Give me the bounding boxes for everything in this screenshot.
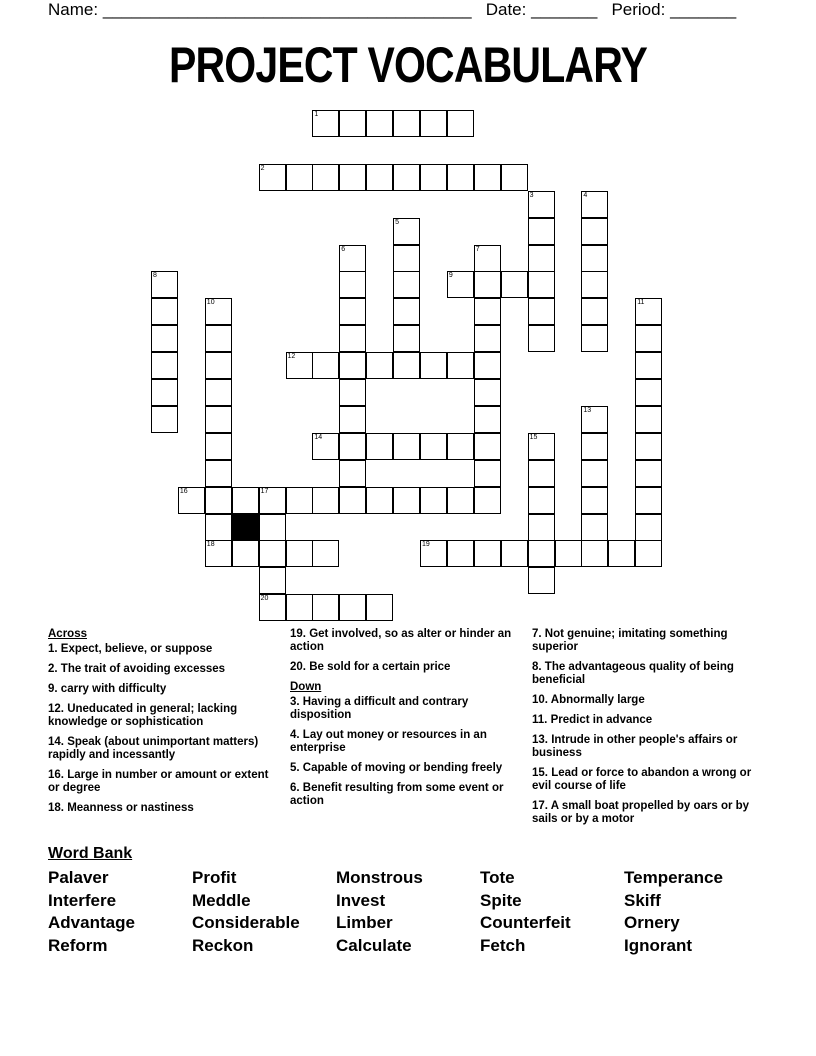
across-clue-list-continued (290, 628, 518, 674)
crossword-cell[interactable] (151, 352, 178, 379)
clue-item (48, 736, 276, 762)
crossword-cell[interactable] (635, 460, 662, 487)
crossword-cell[interactable] (635, 433, 662, 460)
clue-item-number: 11. (532, 714, 551, 726)
word-bank-word: Skiff (624, 890, 661, 910)
crossword-cell[interactable] (420, 487, 447, 514)
clue-item (48, 663, 276, 676)
word-bank-word: Monstrous (336, 868, 423, 887)
clue-item-number: 20. (290, 661, 310, 673)
word-bank-word: Calculate (336, 936, 412, 956)
word-bank-title: Word Bank (48, 845, 133, 862)
crossword-cell[interactable] (474, 352, 501, 379)
period-blank[interactable]: _______ (670, 0, 737, 19)
clue-number: 17 (260, 487, 269, 495)
crossword-cell[interactable] (528, 325, 555, 352)
clue-number: 11 (637, 299, 645, 307)
word-bank-word: Reform (48, 936, 108, 956)
clue-item-text: Benefit resulting from some event or action (290, 782, 504, 807)
crossword-cell[interactable] (339, 164, 366, 191)
crossword-cell[interactable] (528, 218, 555, 245)
clue-item-text: carry with difficulty (60, 683, 167, 695)
crossword-cell[interactable] (312, 433, 339, 460)
clues-column-3 (532, 628, 760, 833)
word-bank-word: Limber (336, 913, 393, 933)
crossword-cell[interactable] (635, 298, 662, 325)
word-bank-word: Counterfeit (480, 913, 571, 933)
crossword-cell[interactable] (528, 245, 555, 272)
clue-item-number: 5. (290, 762, 303, 774)
clue-item-number: 10. (532, 694, 551, 706)
crossword-cell[interactable] (205, 298, 232, 325)
crossword-cell[interactable] (205, 325, 232, 352)
clue-item (532, 734, 760, 760)
crossword-cell[interactable] (151, 271, 178, 298)
crossword-cell[interactable] (339, 379, 366, 406)
crossword-cell[interactable] (420, 110, 447, 137)
crossword-cell[interactable] (232, 487, 259, 514)
crossword-cell[interactable] (635, 540, 662, 567)
clue-item (290, 762, 518, 775)
crossword-cell[interactable] (474, 406, 501, 433)
crossword-cell[interactable] (635, 487, 662, 514)
crossword-cell[interactable] (581, 325, 608, 352)
crossword-cell[interactable] (339, 460, 366, 487)
crossword-cell[interactable] (501, 164, 528, 191)
clue-item-text: Capable of moving or bending freely (302, 762, 503, 774)
crossword-cell[interactable] (286, 594, 313, 621)
down-clue-list (290, 696, 518, 808)
crossword-cell[interactable] (151, 406, 178, 433)
clue-item-number: 18. (48, 802, 68, 814)
crossword-cell[interactable] (205, 406, 232, 433)
crossword-cell[interactable] (286, 164, 313, 191)
crossword-cell[interactable] (635, 379, 662, 406)
crossword-cell[interactable] (447, 487, 474, 514)
crossword-cell[interactable] (447, 110, 474, 137)
crossword-cell[interactable] (205, 540, 232, 567)
crossword-cell[interactable] (259, 567, 286, 594)
crossword-cell[interactable] (259, 164, 286, 191)
word-bank-column (336, 867, 423, 958)
crossword-cell[interactable] (501, 271, 528, 298)
crossword-cell[interactable] (339, 298, 366, 325)
word-bank-word: Ornery (624, 913, 680, 933)
clue-number: 12 (287, 353, 296, 361)
crossword-cell[interactable] (393, 110, 420, 137)
crossword-cell[interactable] (339, 594, 366, 621)
crossword-cell[interactable] (205, 379, 232, 406)
date-label: Date: (485, 0, 527, 19)
crossword-cell[interactable] (339, 433, 366, 460)
clue-item (48, 802, 276, 815)
crossword-cell[interactable] (259, 487, 286, 514)
word-bank-column (480, 867, 571, 958)
word-bank-word: Advantage (48, 913, 135, 933)
crossword-cell[interactable] (259, 594, 286, 621)
crossword-cell[interactable] (393, 298, 420, 325)
clue-number: 19 (422, 541, 430, 549)
crossword-cell[interactable] (581, 487, 608, 514)
clue-item (48, 769, 276, 795)
crossword-cell[interactable] (393, 218, 420, 245)
crossword-cell[interactable] (635, 352, 662, 379)
clue-number: 7 (475, 245, 480, 253)
crossword-cell[interactable] (528, 540, 555, 567)
clue-item (290, 628, 518, 654)
crossword-cell[interactable] (286, 352, 313, 379)
word-bank-word: Spite (480, 890, 522, 910)
clue-item-text: Having a difficult and contrary disposition (290, 696, 469, 721)
clue-item-text: The advantageous quality of being beneficial (532, 661, 734, 686)
clue-item-number: 12. (48, 703, 68, 715)
crossword-cell[interactable] (393, 433, 420, 460)
name-label: Name: (48, 0, 99, 19)
page-title: PROJECT VOCABULARY (168, 37, 648, 93)
crossword-cell[interactable] (474, 271, 501, 298)
clue-item-text: Lay out money or resources in an enterprise (290, 729, 487, 754)
clue-item (290, 696, 518, 722)
crossword-cell[interactable] (232, 540, 259, 567)
clues-column-1 (48, 628, 276, 822)
clue-item (48, 703, 276, 729)
crossword-cell[interactable] (474, 379, 501, 406)
clue-number: 1 (314, 111, 319, 118)
crossword-cell[interactable] (447, 540, 474, 567)
word-bank-word: Ignorant (624, 936, 692, 956)
black-cell (232, 514, 259, 541)
crossword-cell[interactable] (581, 191, 608, 218)
word-bank-word: Temperance (624, 868, 723, 887)
crossword-cell[interactable] (528, 487, 555, 514)
crossword-cell[interactable] (259, 514, 286, 541)
crossword-cell[interactable] (339, 271, 366, 298)
crossword-cell[interactable] (635, 514, 662, 541)
crossword-cell[interactable] (312, 110, 339, 137)
crossword-cell[interactable] (474, 164, 501, 191)
clue-item-text: Get involved, so as alter or hinder an action (290, 628, 512, 653)
clue-item (532, 767, 760, 793)
name-blank[interactable]: _______________________________________ (102, 0, 472, 19)
clue-item-text: Intrude in other people's affairs or business (532, 734, 738, 759)
crossword-cell[interactable] (151, 325, 178, 352)
crossword-cell[interactable] (528, 567, 555, 594)
clue-number: 13 (583, 406, 592, 414)
clues-column-2 (290, 628, 518, 815)
clue-number: 20 (260, 595, 269, 603)
word-bank-word: Meddle (192, 890, 251, 910)
crossword-cell[interactable] (447, 164, 474, 191)
clue-item-text: A small boat propelled by oars or by sails or by a motor (532, 800, 750, 825)
word-bank-word: Interfere (48, 890, 117, 910)
crossword-cell[interactable] (474, 325, 501, 352)
crossword-cell[interactable] (528, 460, 555, 487)
word-bank-column (48, 867, 135, 958)
crossword-cell[interactable] (312, 164, 339, 191)
crossword-cell[interactable] (635, 406, 662, 433)
crossword-cell[interactable] (581, 245, 608, 272)
clue-number: 4 (583, 191, 588, 199)
crossword-cell[interactable] (205, 487, 232, 514)
clue-number: 10 (206, 299, 215, 307)
crossword-cell[interactable] (528, 191, 555, 218)
crossword-cell[interactable] (366, 352, 393, 379)
clue-number: 9 (448, 272, 453, 280)
clue-number: 2 (260, 164, 265, 172)
clue-item-text: Not genuine; imitating something superior (532, 628, 728, 653)
crossword-cell[interactable] (205, 460, 232, 487)
crossword-cell[interactable] (312, 540, 339, 567)
crossword-cell[interactable] (366, 487, 393, 514)
clue-item-text: Be sold for a certain price (309, 661, 451, 673)
crossword-cell[interactable] (528, 514, 555, 541)
crossword-cell[interactable] (339, 406, 366, 433)
crossword-cell[interactable] (581, 218, 608, 245)
crossword-cell[interactable] (366, 594, 393, 621)
crossword-cell[interactable] (581, 540, 608, 567)
clue-item-number: 8. (532, 661, 545, 673)
crossword-cell[interactable] (339, 352, 366, 379)
crossword-cell[interactable] (474, 487, 501, 514)
word-bank-column (624, 867, 723, 958)
clue-item (290, 782, 518, 808)
crossword-cell[interactable] (205, 352, 232, 379)
crossword-cell[interactable] (259, 540, 286, 567)
clue-item-text: Lead or force to abandon a wrong or evil course of life (532, 767, 752, 792)
clue-item-text: Predict in advance (550, 714, 653, 726)
crossword-cell[interactable] (420, 352, 447, 379)
crossword-cell[interactable] (393, 164, 420, 191)
crossword-cell[interactable] (501, 540, 528, 567)
clue-item-number: 9. (48, 683, 61, 695)
clue-item-text: Speak (about unimportant matters) rapidly and incessantly (48, 736, 259, 761)
crossword-cell[interactable] (312, 487, 339, 514)
word-bank-word: Fetch (480, 936, 526, 956)
crossword-cell[interactable] (393, 245, 420, 272)
crossword-cell[interactable] (366, 164, 393, 191)
word-bank-word: Palaver (48, 868, 109, 887)
crossword-cell[interactable] (339, 110, 366, 137)
crossword-cell[interactable] (393, 271, 420, 298)
clue-item-number: 16. (48, 769, 68, 781)
clue-item-text: Meanness or nastiness (67, 802, 194, 814)
crossword-cell[interactable] (528, 298, 555, 325)
crossword-cell[interactable] (312, 594, 339, 621)
crossword-cell[interactable] (474, 540, 501, 567)
down-clue-list-continued (532, 628, 760, 826)
word-bank-word: Considerable (192, 913, 300, 933)
clue-item-number: 6. (290, 782, 303, 794)
crossword-cell[interactable] (393, 352, 420, 379)
crossword-cell[interactable] (581, 271, 608, 298)
clue-item-text: The trait of avoiding excesses (60, 663, 226, 675)
crossword-cell[interactable] (312, 352, 339, 379)
clue-item-text: Uneducated in general; lacking knowledge or sophistication (48, 703, 238, 728)
clue-item-number: 15. (532, 767, 552, 779)
clue-item-text: Abnormally large (550, 694, 645, 706)
crossword-cell[interactable] (581, 433, 608, 460)
clue-item-number: 3. (290, 696, 303, 708)
crossword-cell[interactable] (528, 271, 555, 298)
clue-number: 14 (314, 433, 323, 441)
crossword-cell[interactable] (608, 540, 635, 567)
clue-item-number: 14. (48, 736, 68, 748)
crossword-cell[interactable] (447, 352, 474, 379)
word-bank-word: Tote (480, 868, 515, 887)
crossword-cell[interactable] (635, 325, 662, 352)
clue-item (532, 714, 760, 727)
clue-number: 16 (179, 487, 188, 495)
clue-number: 8 (153, 272, 157, 280)
crossword-cell[interactable] (178, 487, 205, 514)
clue-item-text: Expect, believe, or suppose (60, 643, 213, 655)
word-bank-word: Reckon (192, 936, 254, 956)
crossword-cell[interactable] (474, 433, 501, 460)
crossword-cell[interactable] (581, 298, 608, 325)
clue-item-number: 13. (532, 734, 552, 746)
crossword-cell[interactable] (339, 245, 366, 272)
across-clue-list (48, 643, 276, 815)
crossword-cell[interactable] (447, 433, 474, 460)
crossword-cell[interactable] (420, 164, 447, 191)
clue-item (48, 683, 276, 696)
date-blank[interactable]: _______ (531, 0, 598, 19)
clue-number: 3 (529, 191, 534, 199)
word-bank-column (192, 867, 300, 958)
clue-item (532, 628, 760, 654)
clue-item (48, 643, 276, 656)
word-bank-word: Profit (192, 868, 237, 887)
crossword-cell[interactable] (286, 487, 313, 514)
crossword-cell[interactable] (205, 514, 232, 541)
crossword-cell[interactable] (474, 245, 501, 272)
crossword-cell[interactable] (151, 298, 178, 325)
crossword-cell[interactable] (555, 540, 582, 567)
clue-number: 15 (529, 433, 538, 441)
crossword-cell[interactable] (474, 298, 501, 325)
crossword-cell[interactable] (581, 406, 608, 433)
across-heading: Across (48, 628, 87, 640)
clue-item-number: 7. (532, 628, 545, 640)
clue-number: 6 (341, 245, 346, 253)
clue-item-text: Large in number or amount or extent or degree (48, 769, 269, 794)
crossword-cell[interactable] (205, 433, 232, 460)
crossword-cell[interactable] (420, 540, 447, 567)
crossword-cell[interactable] (339, 487, 366, 514)
crossword-cell[interactable] (581, 460, 608, 487)
clue-item-number: 1. (48, 643, 61, 655)
period-label: Period: (611, 0, 666, 19)
crossword-cell[interactable] (393, 325, 420, 352)
clue-item-number: 2. (48, 663, 61, 675)
crossword-cell[interactable] (447, 271, 474, 298)
crossword-cell[interactable] (393, 487, 420, 514)
clue-item-number: 4. (290, 729, 303, 741)
clue-item (532, 800, 760, 826)
crossword-cell[interactable] (286, 540, 313, 567)
crossword-cell[interactable] (420, 433, 447, 460)
clue-number: 5 (395, 218, 399, 226)
crossword-cell[interactable] (366, 433, 393, 460)
clue-item (532, 694, 760, 707)
crossword-cell[interactable] (366, 110, 393, 137)
clue-number: 18 (206, 541, 215, 549)
crossword-cell[interactable] (474, 460, 501, 487)
clue-item (290, 729, 518, 755)
down-heading: Down (290, 681, 322, 693)
crossword-cell[interactable] (528, 433, 555, 460)
crossword-cell[interactable] (151, 379, 178, 406)
clue-item-number: 17. (532, 800, 551, 812)
crossword-cell[interactable] (581, 514, 608, 541)
clue-item (532, 661, 760, 687)
crossword-cell[interactable] (339, 325, 366, 352)
clue-item (290, 661, 518, 674)
word-bank-word: Invest (336, 890, 386, 910)
clue-item-number: 19. (290, 628, 310, 640)
